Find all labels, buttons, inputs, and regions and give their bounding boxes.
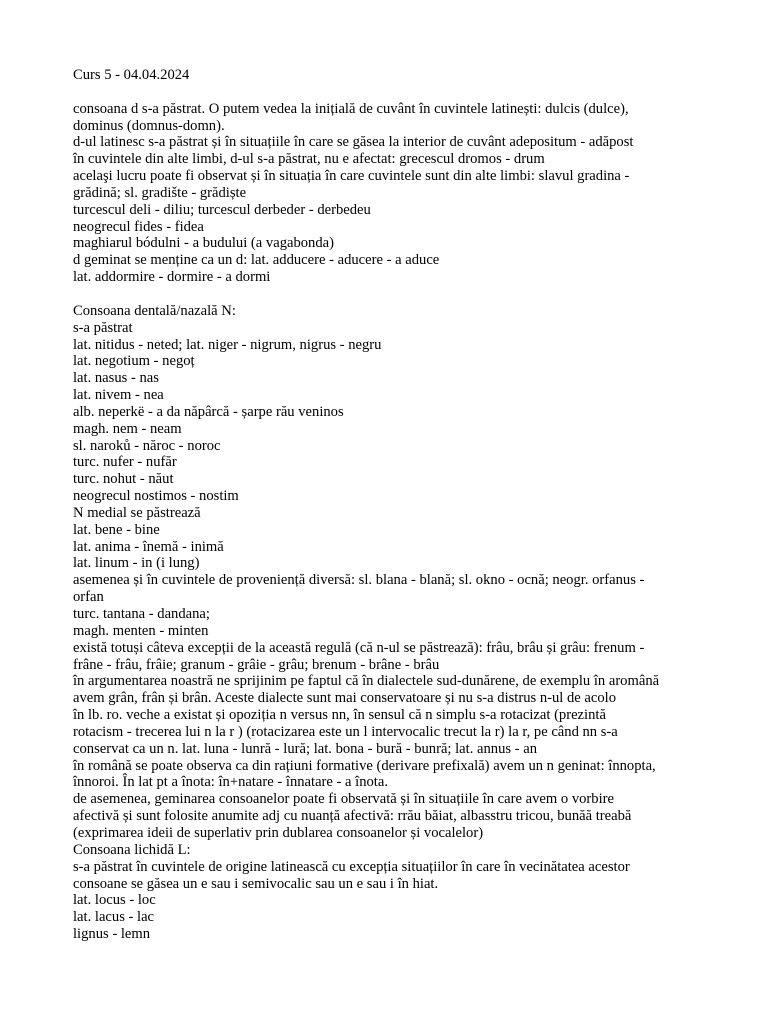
text-line: lat. addormire - dormire - a dormi bbox=[73, 269, 271, 286]
text-line: d geminat se menține ca un d: lat. adducere - aducere - a aduce bbox=[73, 252, 440, 269]
text-line: s-a păstrat bbox=[73, 319, 133, 336]
text-line: consoane se găsea un e sau i semivocalic sau un e sau i în hiat. bbox=[73, 875, 439, 892]
text-line: înnoroi. În lat pt a înota: în+natare - înnatare - a înota. bbox=[73, 774, 388, 791]
text-line: în cuvintele din alte limbi, d-ul s-a păstrat, nu e afectat: grecescul dromos - drum bbox=[73, 151, 545, 168]
text-line: conservat ca un n. lat. luna - lunră - lură; lat. bona - bură - bunră; lat. annus - an bbox=[73, 740, 537, 757]
text-line: grădină; sl. gradište - grădiște bbox=[73, 184, 247, 201]
text-line: acelaşi lucru poate fi observat și în situația în care cuvintele sunt din alte limbi: slavul gradina - bbox=[73, 168, 630, 185]
text-line: asemenea și în cuvintele de proveniență diversă: sl. blana - blană; sl. okno - ocnă; neogr. orfanus - bbox=[73, 572, 645, 589]
text-line: dominus (domnus-domn). bbox=[73, 117, 225, 134]
text-line: lat. nivem - nea bbox=[73, 387, 164, 404]
text-line: turc. nufer - nufăr bbox=[73, 454, 177, 471]
paragraph-gap bbox=[73, 84, 723, 101]
text-line: turcescul deli - diliu; turcescul derbeder - derbedeu bbox=[73, 201, 371, 218]
text-line: în argumentarea noastră ne sprijinim pe faptul că în dialectele sud-dunărene, de exemplu în aromână bbox=[73, 673, 660, 690]
text-line: turc. nohut - năut bbox=[73, 471, 174, 488]
section-consonant-n bbox=[73, 303, 723, 842]
document-page bbox=[73, 67, 723, 943]
text-line: magh. nem - neam bbox=[73, 420, 182, 437]
section-consonant-d bbox=[73, 101, 723, 286]
text-line: maghiarul bódulni - a budului (a vagabonda) bbox=[73, 235, 334, 252]
text-line: magh. menten - minten bbox=[73, 622, 209, 639]
text-line: alb. neperkë - a da năpârcă - șarpe rău veninos bbox=[73, 403, 344, 420]
text-line: s-a păstrat în cuvintele de origine latinească cu excepția situațiilor în care în vecinătatea acestor bbox=[73, 858, 630, 875]
text-line: lat. anima - înemă - inimă bbox=[73, 538, 224, 555]
text-line: (exprimarea ideii de superlativ prin dublarea consoanelor și vocalelor) bbox=[73, 824, 484, 841]
text-line: lat. locus - loc bbox=[73, 892, 156, 909]
text-line: afectivă și sunt folosite anumite adj cu nuanță afectivă: rrău băiat, albasstru tricou, bunăă treabă bbox=[73, 808, 632, 825]
text-line: de asemenea, geminarea consoanelor poate fi observată și în situațiile în care avem o vorbire bbox=[73, 791, 614, 808]
text-line: avem grân, frân și brân. Aceste dialecte sunt mai conservatoare și nu s-a distrus n-ul de acolo bbox=[73, 690, 617, 707]
section-heading: Consoana lichidă L: bbox=[73, 841, 191, 858]
text-line: lat. lacus - lac bbox=[73, 909, 155, 926]
paragraph-gap bbox=[73, 286, 723, 303]
text-line: orfan bbox=[73, 589, 104, 606]
text-line: în română se poate observa ca din rațiuni formative (derivare prefixală) avem un n geninat: înnopta, bbox=[73, 757, 656, 774]
text-line: lat. bene - bine bbox=[73, 521, 160, 538]
text-line: N medial se păstrează bbox=[73, 504, 201, 521]
text-line: lignus - lemn bbox=[73, 926, 151, 943]
section-consonant-l bbox=[73, 842, 723, 943]
text-line: sl. naroků - năroc - noroc bbox=[73, 437, 221, 454]
text-line: turc. tantana - dandana; bbox=[73, 606, 210, 622]
text-line: rotacism - trecerea lui n la r ) (rotacizarea este un l intervocalic trecut la r) la r, pe când nn s-a bbox=[73, 723, 618, 740]
text-line: lat. nasus - nas bbox=[73, 370, 159, 387]
document-title: Curs 5 - 04.04.2024 bbox=[73, 67, 190, 83]
text-line: d-ul latinesc s-a păstrat și în situațiile în care se găsea la interior de cuvânt adepositum - adăpost bbox=[73, 134, 634, 151]
text-line: frâne - frâu, frâie; granum - grâie - grâu; brenum - brâne - brâu bbox=[73, 656, 440, 673]
text-line: consoana d s-a păstrat. O putem vedea la inițială de cuvânt în cuvintele latinești: dulcis (dulce), bbox=[73, 100, 629, 117]
text-line: lat. linum - in (i lung) bbox=[73, 555, 200, 572]
text-line: lat. nitidus - neted; lat. niger - nigrum, nigrus - negru bbox=[73, 336, 382, 353]
text-line: neogrecul fides - fidea bbox=[73, 218, 204, 235]
text-line: în lb. ro. veche a existat și opoziția n versus nn, în sensul că n simplu s-a rotacizat (prezintă bbox=[73, 707, 606, 724]
section-heading: Consoana dentală/nazală N: bbox=[73, 302, 236, 319]
text-line: neogrecul nostimos - nostim bbox=[73, 488, 239, 505]
text-line: lat. negotium - negoț bbox=[73, 353, 195, 370]
text-line: există totuși câteva excepții de la această regulă (că n-ul se păstrează): frâu, brâu și grâu: frenum - bbox=[73, 639, 645, 656]
